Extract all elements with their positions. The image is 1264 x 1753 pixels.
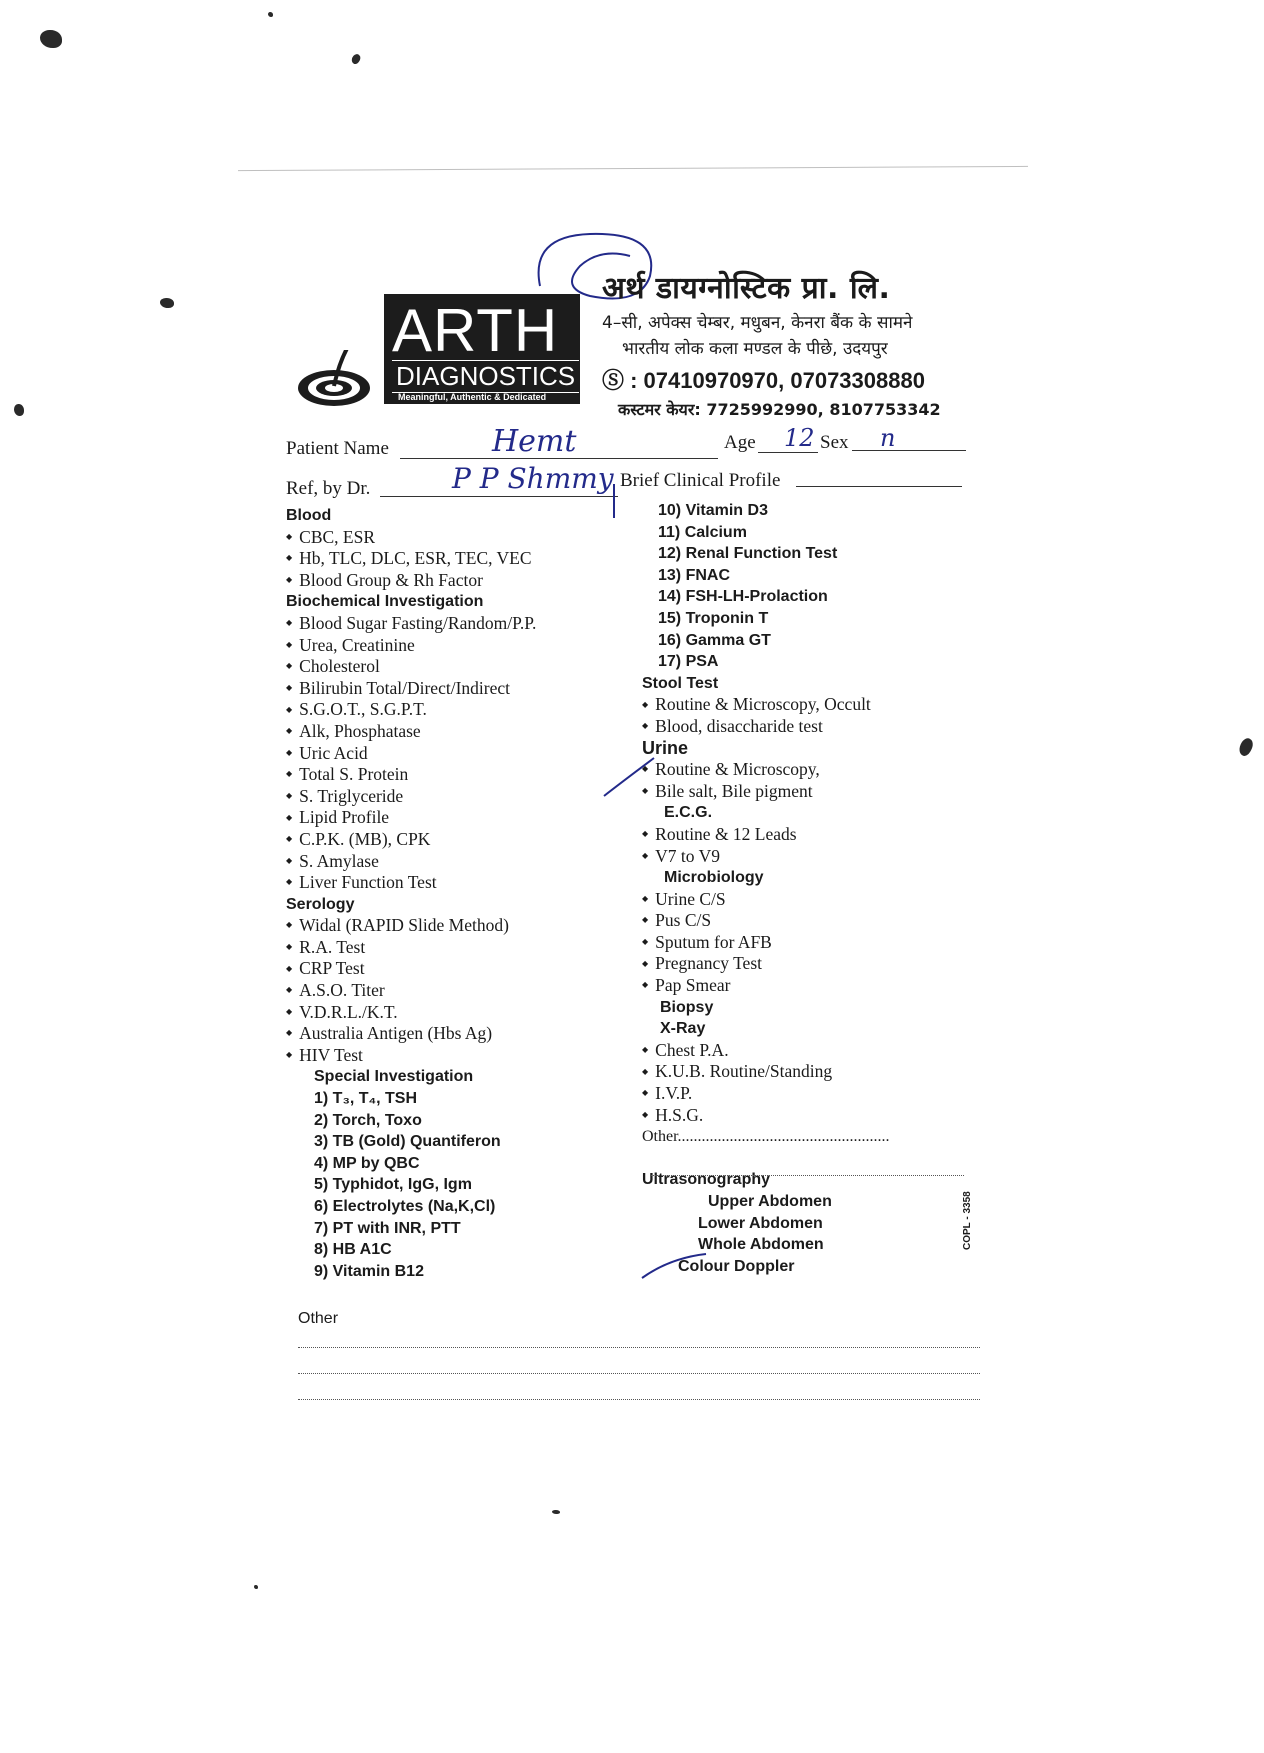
- test-item: 7) PT with INR, PTT: [314, 1219, 461, 1237]
- company-name-hindi: अर्थ डायग्नोस्टिक प्रा. लि.: [602, 271, 891, 306]
- test-item: 11) Calcium: [658, 523, 747, 541]
- test-item: ◆ CBC, ESR: [286, 527, 536, 549]
- scan-speck: [268, 12, 273, 17]
- scan-speck: [254, 1585, 258, 1589]
- page-top-edge: [238, 166, 1028, 171]
- other-field: Other.....................................................: [642, 1128, 890, 1146]
- other-line: [298, 1398, 980, 1400]
- test-item: 14) FSH-LH-Prolaction: [658, 588, 828, 606]
- test-item: ◆ H.S.G.: [642, 1105, 890, 1127]
- test-item: 17) PSA: [658, 653, 719, 671]
- sex-label: Sex: [820, 432, 849, 453]
- scan-speck: [350, 53, 363, 66]
- section-biochemical: Biochemical Investigation: [286, 593, 484, 611]
- test-item: ◆ Urine C/S: [642, 889, 890, 911]
- test-item: ◆ Chest P.A.: [642, 1040, 890, 1062]
- test-item: ◆ Total S. Protein: [286, 764, 536, 786]
- test-item: ◆ C.P.K. (MB), CPK: [286, 829, 536, 851]
- test-item: ◆ Bilirubin Total/Direct/Indirect: [286, 678, 536, 700]
- test-item: ◆ S.G.O.T., S.G.P.T.: [286, 699, 536, 721]
- test-item: 4) MP by QBC: [314, 1154, 420, 1172]
- sex-value: n: [880, 424, 896, 452]
- customer-care: कस्टमर केयर: 7725992990, 8107753342: [618, 400, 941, 419]
- test-item: 12) Renal Function Test: [658, 545, 838, 563]
- scan-speck: [552, 1510, 560, 1514]
- test-item: Whole Abdomen: [698, 1236, 824, 1254]
- test-item: 15) Troponin T: [658, 609, 769, 627]
- logo-tagline: Meaningful, Authentic & Dedicated: [398, 392, 547, 402]
- address-line-1: 4–सी, अपेक्स चेम्बर, मधुबन, केनरा बैंक के सामने: [602, 313, 913, 333]
- test-item: ◆ Uric Acid: [286, 743, 536, 765]
- tick-mark-urine: [602, 752, 662, 802]
- ref-doctor-value: P P Shmmy: [452, 462, 614, 495]
- other-line: [298, 1372, 980, 1374]
- section-ecg: E.C.G.: [664, 804, 713, 822]
- test-item: ◆ Pregnancy Test: [642, 953, 890, 975]
- section-microbiology: Microbiology: [664, 869, 764, 887]
- left-column: [286, 505, 536, 1282]
- target-icon: [296, 350, 386, 410]
- test-item: Upper Abdomen: [708, 1193, 832, 1210]
- scan-speck: [14, 404, 24, 416]
- age-value: 12: [784, 424, 815, 452]
- tick-mark-whole-abdomen: [640, 1250, 710, 1284]
- test-item: ◆ Routine & 12 Leads: [642, 824, 890, 846]
- test-item: ◆ Bile salt, Bile pigment: [642, 781, 890, 803]
- test-item: ◆ Blood Sugar Fasting/Random/P.P.: [286, 613, 536, 635]
- copl-code: COPL - 3358: [962, 1191, 973, 1250]
- test-item: ◆ Routine & Microscopy,: [642, 759, 890, 781]
- sex-line: [852, 450, 966, 451]
- phone-numbers: Ⓢ : 07410970970, 07073308880: [602, 368, 925, 393]
- ink-bracket: [608, 482, 620, 522]
- test-item: ◆ R.A. Test: [286, 937, 536, 959]
- test-item: ◆ HIV Test: [286, 1045, 536, 1067]
- clinical-profile-line: [796, 486, 962, 487]
- clinical-profile-label: Brief Clinical Profile: [620, 470, 781, 491]
- test-item: 5) Typhidot, IgG, Igm: [314, 1176, 472, 1194]
- test-item: ◆ Cholesterol: [286, 656, 536, 678]
- test-item: ◆ Widal (RAPID Slide Method): [286, 915, 536, 937]
- test-item: ◆ Sputum for AFB: [642, 932, 890, 954]
- test-item: ◆ CRP Test: [286, 958, 536, 980]
- test-item: ◆ Blood Group & Rh Factor: [286, 570, 536, 592]
- test-item: ◆ Routine & Microscopy, Occult: [642, 694, 890, 716]
- ref-doctor-label: Ref, by Dr.: [286, 478, 371, 499]
- scan-speck: [160, 298, 174, 308]
- test-item: ◆ Australia Antigen (Hbs Ag): [286, 1023, 536, 1045]
- scan-speck: [1236, 736, 1255, 758]
- test-item: ◆ Blood, disaccharide test: [642, 716, 890, 738]
- test-item: 13) FNAC: [658, 566, 731, 584]
- age-line: [758, 452, 818, 453]
- test-item: 6) Electrolytes (Na,K,Cl): [314, 1198, 496, 1215]
- section-stool: Stool Test: [642, 674, 719, 692]
- ref-doctor-line: [380, 496, 618, 497]
- section-biopsy: Biopsy: [660, 998, 714, 1016]
- other-label: Other: [298, 1310, 339, 1327]
- test-item: ◆ S. Amylase: [286, 851, 536, 873]
- test-item: ◆ I.V.P.: [642, 1083, 890, 1105]
- logo-word: ARTH: [392, 297, 559, 364]
- right-other-line: [650, 1174, 964, 1176]
- test-item: 8) HB A1C: [314, 1241, 392, 1259]
- test-item: ◆ Lipid Profile: [286, 807, 536, 829]
- test-item: ◆ V7 to V9: [642, 846, 890, 868]
- test-item: Colour Doppler: [678, 1257, 795, 1275]
- test-item: ◆ S. Triglyceride: [286, 786, 536, 808]
- age-label: Age: [724, 432, 756, 453]
- address-line-2: भारतीय लोक कला मण्डल के पीछे, उदयपुर: [622, 339, 888, 359]
- test-item: 3) TB (Gold) Quantiferon: [314, 1133, 501, 1151]
- right-column: [642, 500, 890, 1277]
- section-ultrasonography: Ultrasonography: [642, 1171, 771, 1189]
- section-serology: Serology: [286, 895, 355, 913]
- test-item: 1) T₃, T₄, TSH: [314, 1090, 418, 1108]
- test-item: 16) Gamma GT: [658, 631, 771, 649]
- test-item: 2) Torch, Toxo: [314, 1111, 422, 1129]
- section-blood: Blood: [286, 507, 332, 524]
- section-xray: X-Ray: [660, 1020, 706, 1038]
- other-line: [298, 1346, 980, 1348]
- test-item: ◆ V.D.R.L./K.T.: [286, 1002, 536, 1024]
- test-item: ◆ Liver Function Test: [286, 872, 536, 894]
- test-item: ◆ Alk, Phosphatase: [286, 721, 536, 743]
- section-special: Special Investigation: [314, 1068, 474, 1086]
- section-urine: Urine: [642, 737, 689, 758]
- patient-name-value: Hemt: [492, 424, 577, 459]
- scan-speck: [40, 30, 62, 48]
- test-item: ◆ Hb, TLC, DLC, ESR, TEC, VEC: [286, 548, 536, 570]
- test-item: ◆ A.S.O. Titer: [286, 980, 536, 1002]
- test-item: ◆ Pap Smear: [642, 975, 890, 997]
- spacer-line: [642, 1148, 890, 1170]
- test-item: Lower Abdomen: [698, 1214, 823, 1232]
- test-item: 9) Vitamin B12: [314, 1262, 424, 1280]
- test-item: ◆ Pus C/S: [642, 910, 890, 932]
- patient-name-label: Patient Name: [286, 438, 389, 459]
- test-item: ◆ K.U.B. Routine/Standing: [642, 1061, 890, 1083]
- test-item: 10) Vitamin D3: [658, 502, 768, 519]
- logo-sub: DIAGNOSTICS: [392, 360, 579, 393]
- test-item: ◆ Urea, Creatinine: [286, 635, 536, 657]
